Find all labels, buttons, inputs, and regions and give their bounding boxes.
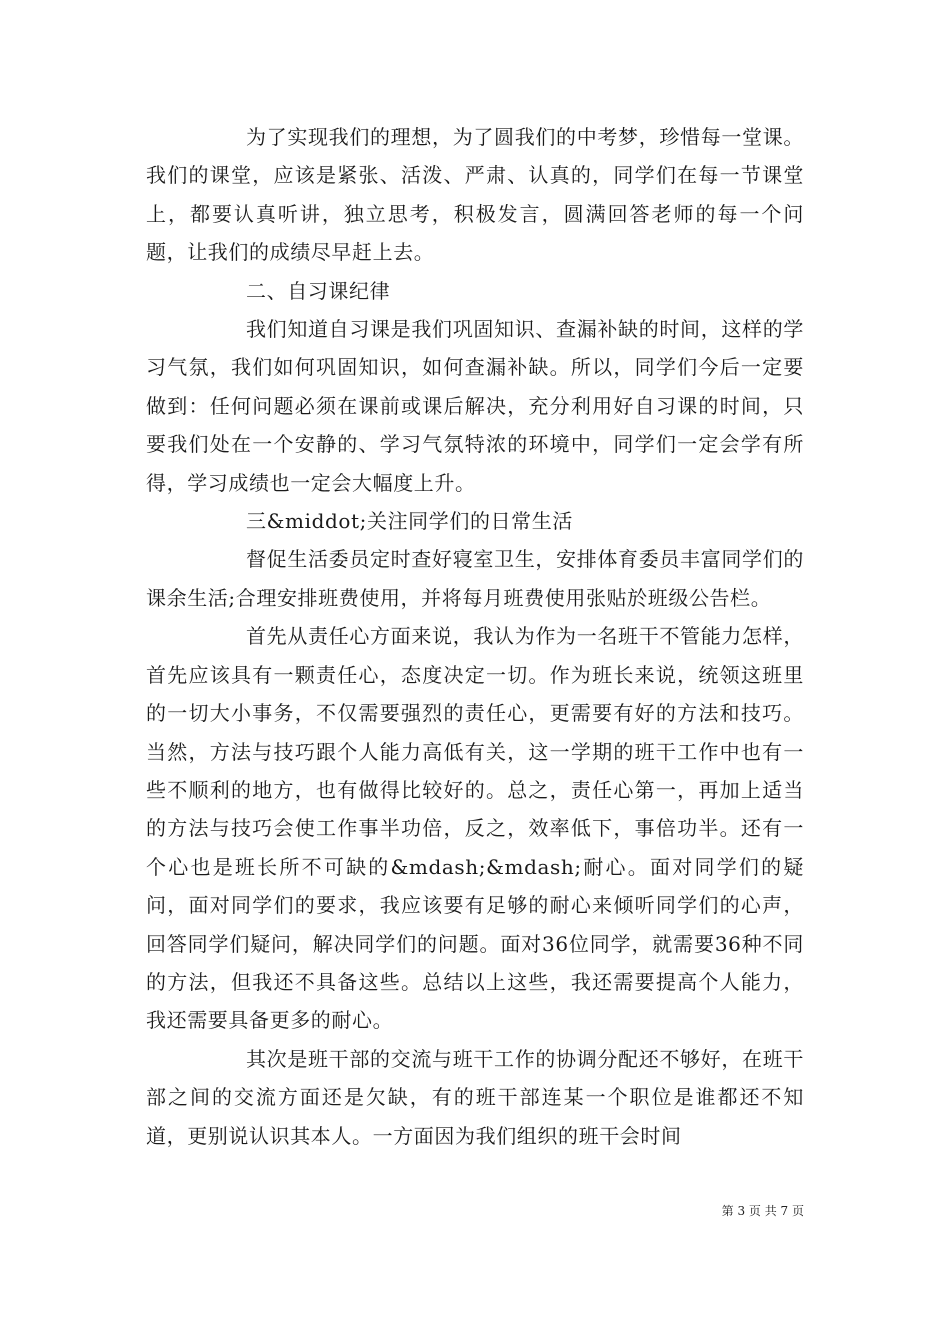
section-heading-daily-life: 三&middot;关注同学们的日常生活 bbox=[246, 509, 573, 534]
paragraph-responsibility: 首先从责任心方面来说，我认为作为一名班干不管能力怎样，首先应该具有一颗责任心，态度决定一切。作为班长来说，统领这班里的一切大小事务，不仅需要强烈的责任心，更需要有好的方法和技巧。当然，方法与技巧跟个人能力高低有关，这一学期的班干工作中也有一些不顺利的地方，也有做得比较好的。总之，责任心第一，再加上适当的方法与技巧会使工作事半功倍，反之，效率低下，事倍功半。还有一个心也是班长所不可缺的&mdash;&mdash;耐心。面对同学们的疑问，面对同学们的要求，我应该要有足够的耐心来倾听同学们的心声，回答同学们疑问，解决同学们的问题。面对36位同学，就需要36种不同的方法，但我还不具备这些。总结以上这些，我还需要提高个人能力，我还需要具备更多的耐心。 bbox=[146, 624, 804, 1033]
paragraph-daily-life: 督促生活委员定时查好寝室卫生，安排体育委员丰富同学们的课余生活;合理安排班费使用，并将每月班费使用张贴於班级公告栏。 bbox=[146, 547, 804, 610]
paragraph-classroom: 为了实现我们的理想，为了圆我们的中考梦，珍惜每一堂课。我们的课堂，应该是紧张、活泼、严肃、认真的，同学们在每一节课堂上，都要认真听讲，独立思考，积极发言，圆满回答老师的每一个问题，让我们的成绩尽早赶上去。 bbox=[146, 125, 804, 265]
paragraph-communication: 其次是班干部的交流与班干工作的协调分配还不够好，在班干部之间的交流方面还是欠缺，有的班干部连某一个职位是谁都还不知道，更别说认识其本人。一方面因为我们组织的班干会时间 bbox=[146, 1046, 804, 1148]
section-heading-self-study: 二、自习课纪律 bbox=[246, 278, 391, 303]
document-body bbox=[146, 118, 804, 1155]
page-number: 第 3 页 共 7 页 bbox=[721, 1204, 804, 1218]
paragraph-self-study: 我们知道自习课是我们巩固知识、查漏补缺的时间，这样的学习气氛，我们如何巩固知识，如何查漏补缺。所以，同学们今后一定要做到：任何问题必须在课前或课后解决，充分利用好自习课的时间，只要我们处在一个安静的、学习气氛特浓的环境中，同学们一定会学有所得，学习成绩也一定会大幅度上升。 bbox=[146, 317, 804, 495]
